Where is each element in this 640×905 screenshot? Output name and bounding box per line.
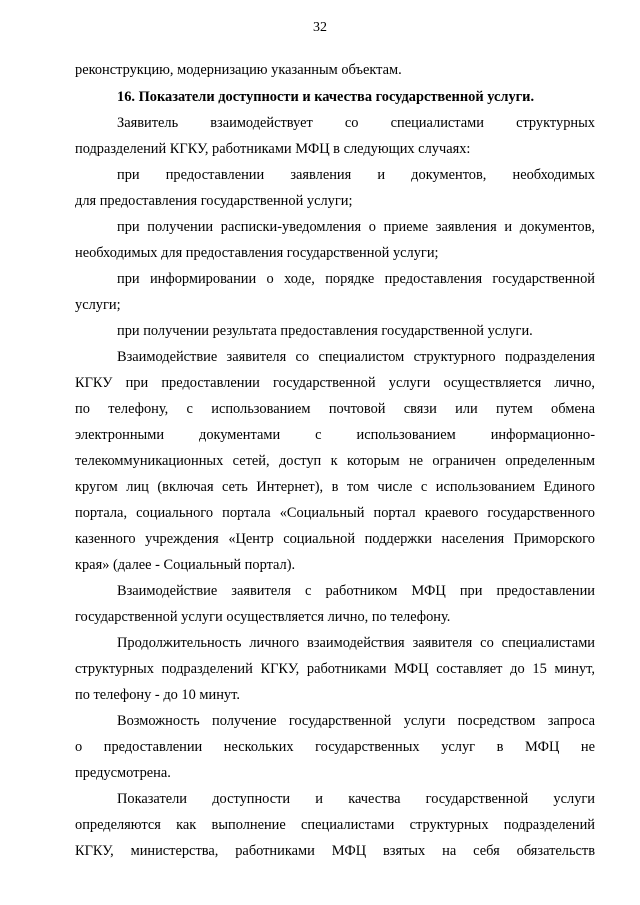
text-line: электронными документами с использованием информационно- (75, 427, 595, 443)
text-line: казенного учреждения «Центр социальной поддержки населения Приморского (75, 531, 595, 547)
text-line: КГКУ, министерства, работниками МФЦ взятых на себя обязательств (75, 843, 595, 859)
text-line: Заявитель взаимодействует со специалистами структурных (117, 115, 595, 131)
text-line: реконструкцию, модернизацию указанным объектам. (75, 62, 402, 78)
text-line: КГКУ при предоставлении государственной услуги осуществляется лично, (75, 375, 595, 391)
text-line: кругом лиц (включая сеть Интернет), в том числе с использованием Единого (75, 479, 595, 495)
text-line: Показатели доступности и качества государственной услуги (117, 791, 595, 807)
text-line: о предоставлении нескольких государственных услуг в МФЦ не (75, 739, 595, 755)
text-line: Возможность получение государственной услуги посредством запроса (117, 713, 595, 729)
text-line: края» (далее - Социальный портал). (75, 557, 296, 573)
text-line: определяются как выполнение специалистами структурных подразделений (75, 817, 595, 833)
text-line: подразделений КГКУ, работниками МФЦ в следующих случаях: (75, 141, 471, 157)
text-line: при получении расписки-уведомления о приеме заявления и документов, (117, 219, 595, 235)
text-line: Взаимодействие заявителя с работником МФЦ при предоставлении (117, 583, 595, 599)
text-line: по телефону, с использованием почтовой связи или путем обмена (75, 401, 595, 417)
text-line: предусмотрена. (75, 765, 171, 781)
text-line: структурных подразделений КГКУ, работниками МФЦ составляет до 15 минут, (75, 661, 595, 677)
text-line: государственной услуги осуществляется лично, по телефону. (75, 609, 451, 625)
page-number: 32 (313, 20, 327, 35)
text-line: по телефону - до 10 минут. (75, 687, 240, 703)
text-line: при получении результата предоставления государственной услуги. (117, 323, 533, 339)
section-heading: 16. Показатели доступности и качества государственной услуги. (117, 89, 535, 105)
text-line: услуги; (75, 297, 121, 313)
text-line: Взаимодействие заявителя со специалистом структурного подразделения (117, 349, 595, 365)
text-line: при предоставлении заявления и документов, необходимых (117, 167, 595, 183)
text-line: Продолжительность личного взаимодействия заявителя со специалистами (117, 635, 595, 651)
text-line: для предоставления государственной услуги; (75, 193, 353, 209)
text-line: телекоммуникационных сетей, доступ к которым не ограничен определенным (75, 453, 595, 469)
text-line: необходимых для предоставления государственной услуги; (75, 245, 439, 261)
text-line: портала, социального портала «Социальный портал краевого государственного (75, 505, 595, 521)
text-line: при информировании о ходе, порядке предоставления государственной (117, 271, 595, 287)
